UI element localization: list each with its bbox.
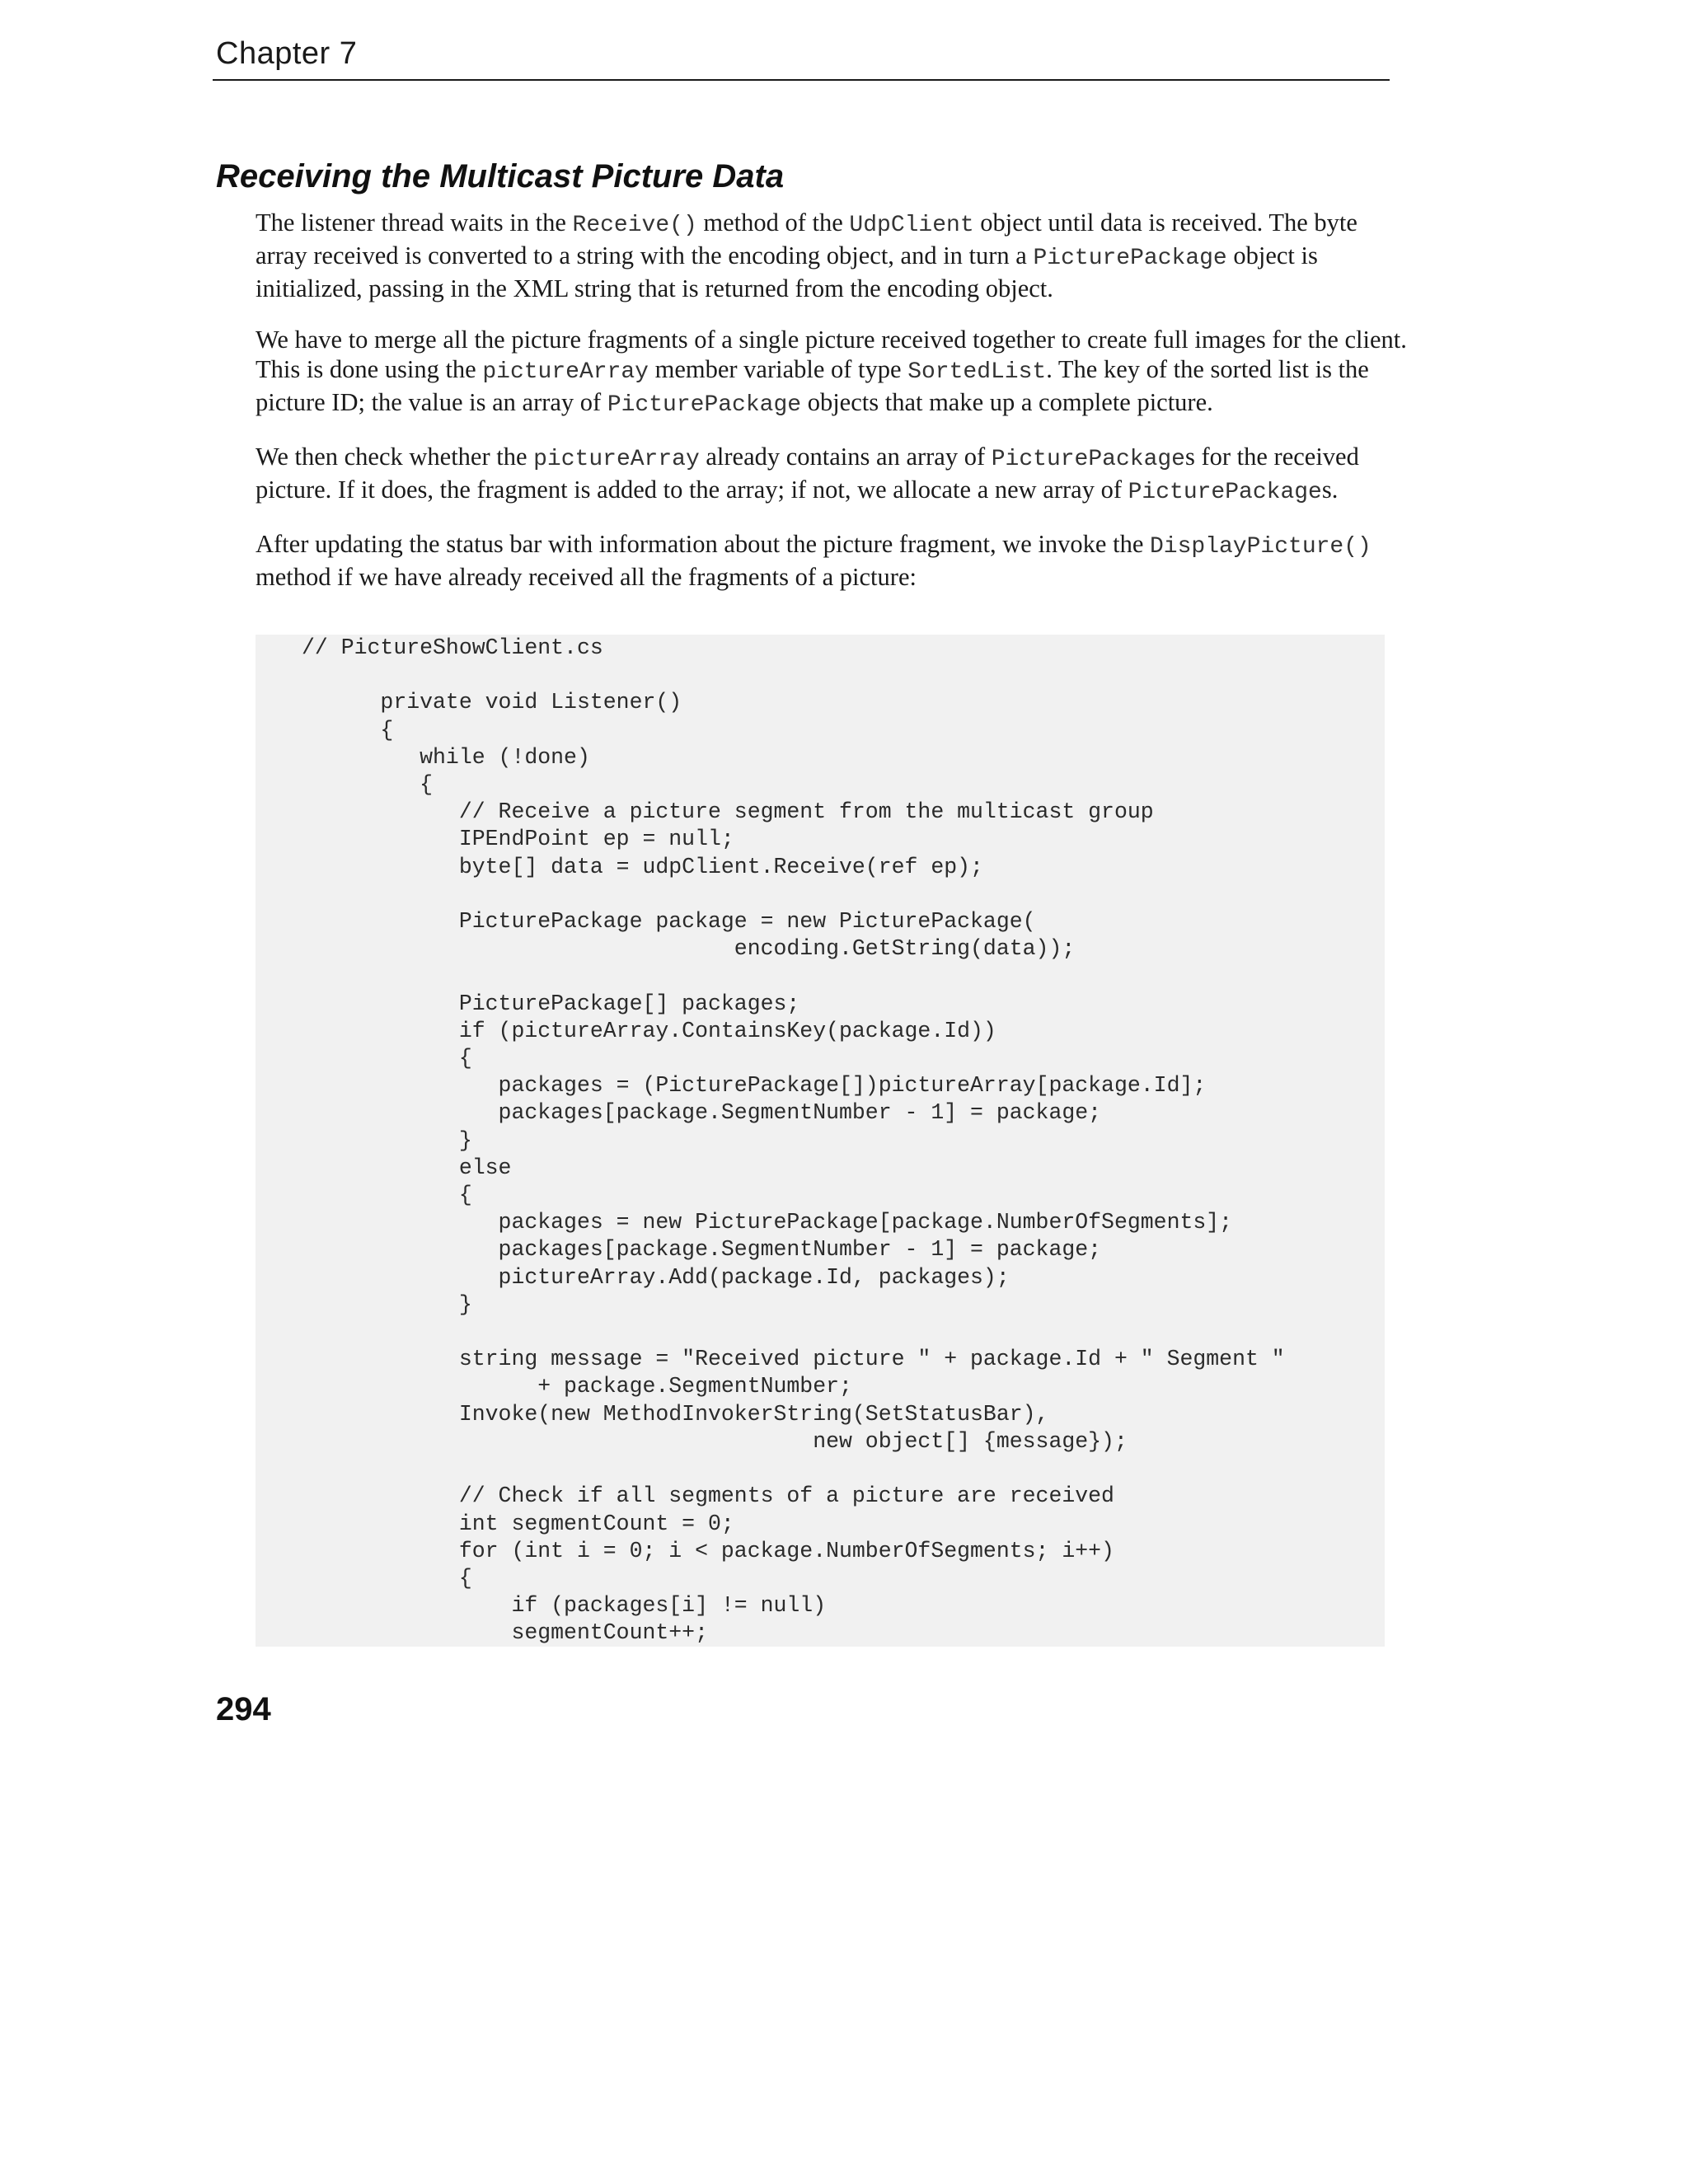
paragraph-4	[256, 529, 1409, 592]
text-run: s for the received picture. If it does, the fragment is added to the array; if not, we allocate a new array of	[256, 443, 1359, 504]
page-number: 294	[216, 1691, 271, 1727]
inline-code: Receive()	[572, 213, 697, 238]
code-listing-text: // PictureShowClient.cs private void Listener() { while (!done) { // Receive a picture segment from the multicast group IPEndPoint ep = null; byte[] data = udpClient.Receive(ref ep); PicturePackage package = new PicturePackage( encoding.GetString(data)); PicturePackage[] packages; if (pictureArray.ContainsKey(package.Id)) { packages = (PicturePackage[])pictureArray[package.Id]; packages[package.SegmentNumber - 1] = package; } else { packages = new PicturePackage[package.NumberOfSegments]; packages[package.SegmentNumber - 1] = package; pictureArray.Add(package.Id, packages); } string message = "Received picture " + package.Id + " Segment " + package.SegmentNumber; Invoke(new MethodInvokerString(SetStatusBar), new object[] {message}); // Check if all segments of a picture are received int segmentCount = 0; for (int i = 0; i < package.NumberOfSegments; i++) { if (packages[i] != null) segmentCount++;	[302, 635, 1285, 1646]
inline-code: DisplayPicture()	[1149, 534, 1372, 560]
body-text	[256, 208, 1409, 613]
text-run: method of the	[696, 209, 850, 237]
text-run: The listener thread waits in the	[256, 209, 573, 237]
inline-code: PicturePackage	[607, 392, 802, 418]
paragraph-3	[256, 442, 1409, 508]
text-run: objects that make up a complete picture.	[801, 388, 1213, 416]
inline-code: SortedList	[907, 359, 1047, 385]
text-run: already contains an array of	[699, 443, 992, 471]
text-run: After updating the status bar with information about the picture fragment, we invoke the	[256, 530, 1150, 558]
text-run: object is initialized, passing in the XML string that is returned from the encoding object.	[256, 241, 1318, 302]
text-run: object until data is received. The byte array received is converted to a string with the encoding object, and in turn a	[256, 209, 1357, 269]
paragraph-2	[256, 325, 1409, 420]
inline-code: PicturePackage	[1033, 246, 1227, 271]
text-run: We have to merge all the picture fragments of a single picture received together to create full images for the client. This is done using the	[256, 326, 1407, 383]
inline-code: pictureArray	[482, 359, 649, 385]
code-listing	[256, 635, 1385, 1647]
chapter-header: Chapter 7	[216, 36, 358, 71]
text-run: We then check whether the	[256, 443, 534, 471]
text-run: method if we have already received all the fragments of a picture:	[256, 563, 917, 591]
text-run: s.	[1321, 476, 1339, 504]
text-run: . The key of the sorted list is the picture ID; the value is an array of	[256, 355, 1369, 416]
paragraph-1	[256, 208, 1409, 303]
inline-code: pictureArray	[533, 447, 700, 472]
inline-code: PicturePackage	[991, 447, 1185, 472]
text-run: member variable of type	[648, 355, 908, 383]
section-title: Receiving the Multicast Picture Data	[216, 158, 785, 194]
header-rule	[213, 79, 1390, 81]
inline-code: PicturePackage	[1128, 480, 1322, 505]
inline-code: UdpClient	[849, 213, 974, 238]
